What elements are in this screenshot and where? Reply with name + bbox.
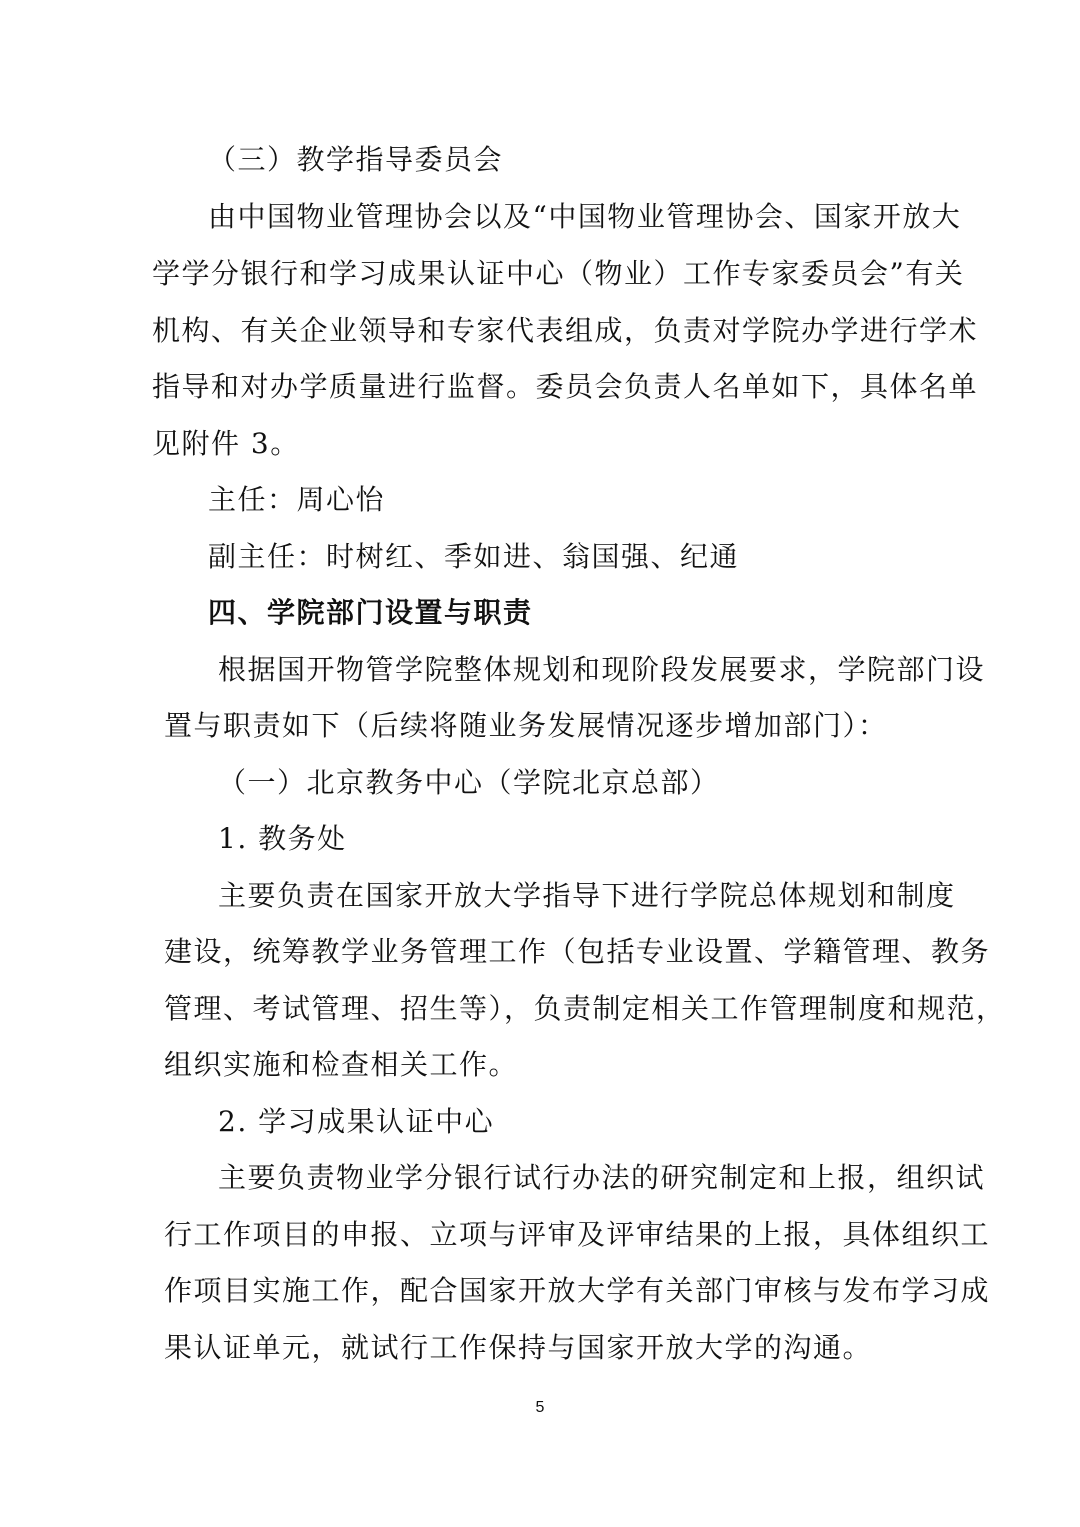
paragraph-line: 学学分银行和学习成果认证中心（物业）工作专家委员会”有关 (152, 257, 965, 290)
paragraph-line: 置与职责如下（后续将随业务发展情况逐步增加部门）： (164, 709, 888, 742)
item-title-academic-affairs: 1. 教务处 (218, 822, 347, 855)
section-heading-departments: 四、学院部门设置与职责 (208, 596, 533, 629)
paragraph-line: 建设，统筹教学业务管理工作（包括专业设置、学籍管理、教务 (164, 935, 991, 968)
section-heading-teaching-committee: （三）教学指导委员会 (208, 143, 504, 176)
item-title-certification-center: 2. 学习成果认证中心 (218, 1105, 495, 1138)
paragraph-line: 作项目实施工作，配合国家开放大学有关部门审核与发布学习成 (164, 1274, 991, 1307)
committee-director: 主任：周心怡 (208, 483, 386, 516)
paragraph-line: 根据国开物管学院整体规划和现阶段发展要求，学院部门设 (218, 653, 986, 686)
paragraph-line: 组织实施和检查相关工作。 (164, 1048, 519, 1081)
committee-deputy-director: 副主任：时树红、季如进、翁国强、纪通 (208, 540, 740, 573)
paragraph-line: 由中国物业管理协会以及“中国物业管理协会、国家开放大 (208, 200, 962, 233)
paragraph-line: 主要负责物业学分银行试行办法的研究制定和上报，组织试 (218, 1161, 986, 1194)
page-number: 5 (535, 1399, 545, 1416)
paragraph-line: 主要负责在国家开放大学指导下进行学院总体规划和制度 (218, 879, 956, 912)
paragraph-line: 果认证单元，就试行工作保持与国家开放大学的沟通。 (164, 1331, 873, 1364)
subsection-heading-beijing-center: （一）北京教务中心（学院北京总部） (218, 766, 720, 799)
paragraph-line: 见附件 3。 (152, 427, 300, 460)
paragraph-line: 管理、考试管理、招生等），负责制定相关工作管理制度和规范， (164, 992, 1006, 1025)
paragraph-line: 行工作项目的申报、立项与评审及评审结果的上报，具体组织工 (164, 1218, 991, 1251)
paragraph-line: 指导和对办学质量进行监督。委员会负责人名单如下，具体名单 (152, 370, 979, 403)
paragraph-line: 机构、有关企业领导和专家代表组成，负责对学院办学进行学术 (152, 314, 979, 347)
